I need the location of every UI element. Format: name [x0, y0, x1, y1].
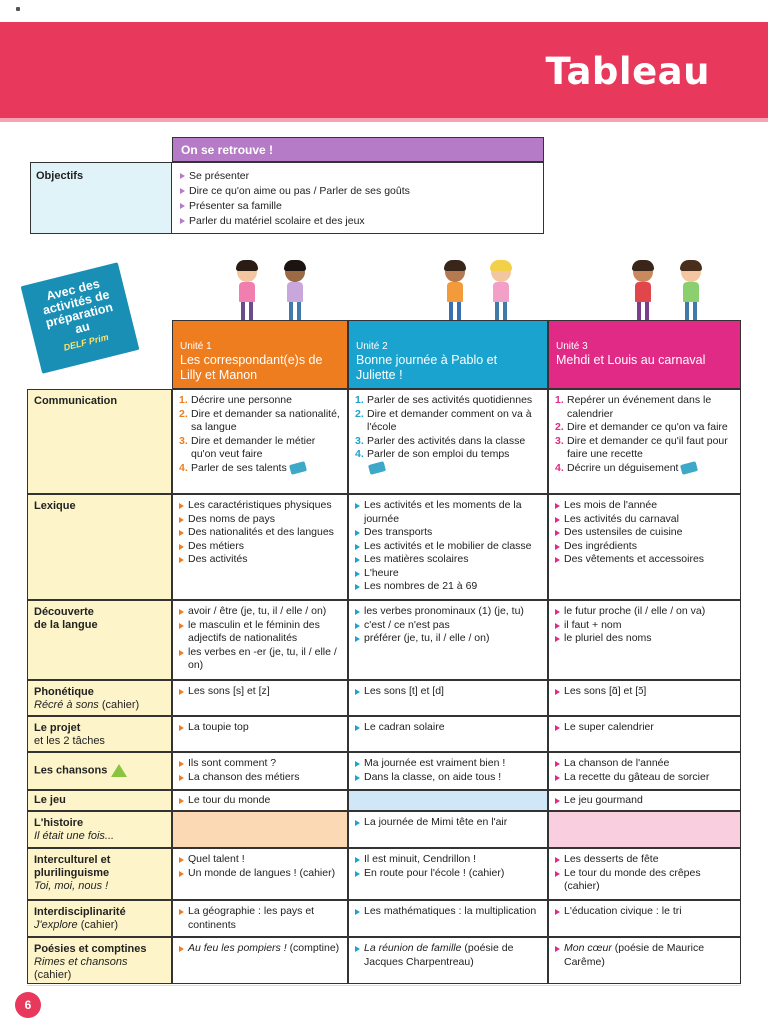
unit2-number: Unité 2 — [356, 341, 388, 352]
unit2-header — [348, 320, 548, 389]
row-chansons — [27, 752, 741, 790]
objectives-label: Objectifs — [30, 162, 172, 234]
unit1-title: Les correspondant(e)s de Lilly et Manon — [180, 353, 323, 382]
objectives-list — [171, 162, 544, 234]
badge-text: Avec des activités de préparation au — [41, 276, 115, 337]
cell-unit2: Les sons [t] et [d] — [348, 680, 548, 716]
cell-unit1: avoir / être (je, tu, il / elle / on) le masculin et le féminin des adjectifs de nationalités les verbes en -er (je, tu, il / elle / on) — [172, 600, 348, 680]
row-phonetique — [27, 680, 741, 716]
row-label: Découverte de la langue — [27, 600, 172, 680]
cell-unit2: les verbes pronominaux (1) (je, tu) c'est / ce n'est pas préférer (je, tu, il / elle / on) — [348, 600, 548, 680]
bottom-rule — [27, 985, 741, 986]
cell-unit3: 1. Repérer un événement dans le calendrier 2. Dire et demander ce qu'on va faire 3. Dire et demander ce qu'il faut pour faire une recette 4. Décrire un déguisement — [548, 389, 741, 494]
page-title: Tableau — [545, 50, 710, 93]
cell-unit1: 1. Décrire une personne 2. Dire et demander sa nationalité, sa langue 3. Dire et demander le métier qu'on veut faire 4. Parler de ses talents — [172, 389, 348, 494]
cell-unit1: Les sons [s] et [z] — [172, 680, 348, 716]
row-projet — [27, 716, 741, 752]
unit3-title: Mehdi et Louis au carnaval — [556, 353, 706, 367]
cell-unit1-empty — [172, 811, 348, 848]
cell-unit3: Le super calendrier — [548, 716, 741, 752]
unit3-number: Unité 3 — [556, 341, 588, 352]
cell-unit3: L'éducation civique : le tri — [548, 900, 741, 937]
row-poesies — [27, 937, 741, 984]
cell-unit2-empty — [348, 790, 548, 811]
unit2-title: Bonne journée à Pablo et Juliette ! — [356, 353, 498, 382]
row-decouverte — [27, 600, 741, 680]
row-interdisciplinarite — [27, 900, 741, 937]
objective-item: Dire ce qu'on aime ou pas / Parler de ses goûts — [180, 184, 535, 199]
cell-unit1: Ils sont comment ? La chanson des métiers — [172, 752, 348, 790]
delf-activity-icon — [289, 461, 307, 475]
row-jeu — [27, 790, 741, 811]
kids-illustration-unit1 — [232, 262, 322, 320]
row-label: Communication — [27, 389, 172, 494]
cell-unit3-empty — [548, 811, 741, 848]
cell-unit1: Au feu les pompiers ! (comptine) — [172, 937, 348, 984]
unit1-header — [172, 320, 348, 389]
row-communication — [27, 389, 741, 494]
kids-illustration-unit3 — [630, 262, 720, 320]
cell-unit3: Les sons [ɑ̃] et [ɔ̃] — [548, 680, 741, 716]
row-label: Phonétique Récré à sons (cahier) — [27, 680, 172, 716]
cell-unit3: Les mois de l'année Les activités du carnaval Des ustensiles de cuisine Des ingrédients Des vêtements et accessoires — [548, 494, 741, 600]
cell-unit2: Le cadran solaire — [348, 716, 548, 752]
cell-unit2: 1. Parler de ses activités quotidiennes 2. Dire et demander comment on va à l'école 3. Parler des activités dans la classe 4. Parler de son emploi du temps — [348, 389, 548, 494]
cell-unit3: le futur proche (il / elle / on va) il faut + nom le pluriel des noms — [548, 600, 741, 680]
row-label: Le projet et les 2 tâches — [27, 716, 172, 752]
row-label: Les chansons — [27, 752, 172, 790]
corner-mark — [16, 7, 20, 11]
cell-unit2: Il est minuit, Cendrillon ! En route pour l'école ! (cahier) — [348, 848, 548, 900]
cell-unit2: La réunion de famille (poésie de Jacques Charpentreau) — [348, 937, 548, 984]
cell-unit2: La journée de Mimi tête en l'air — [348, 811, 548, 848]
cell-unit1: Les caractéristiques physiques Des noms de pays Des nationalités et des langues Des métiers Des activités — [172, 494, 348, 600]
row-histoire — [27, 811, 741, 848]
unit1-number: Unité 1 — [180, 341, 212, 352]
delf-activity-icon — [368, 461, 386, 475]
music-icon — [111, 764, 127, 777]
page-number: 6 — [15, 992, 41, 1018]
cell-unit3: Mon cœur (poésie de Maurice Carême) — [548, 937, 741, 984]
cell-unit1: La géographie : les pays et continents — [172, 900, 348, 937]
row-label: L'histoire Il était une fois... — [27, 811, 172, 848]
cell-unit2: Les activités et les moments de la journée Des transports Les activités et le mobilier de classe Les matières scolaires L'heure Les nombres de 21 à 69 — [348, 494, 548, 600]
cell-unit2: Ma journée est vraiment bien ! Dans la classe, on aide tous ! — [348, 752, 548, 790]
row-lexique — [27, 494, 741, 600]
row-label: Interdisciplinarité J'explore (cahier) — [27, 900, 172, 937]
row-interculturel — [27, 848, 741, 900]
cell-unit1: Quel talent ! Un monde de langues ! (cahier) — [172, 848, 348, 900]
objective-item: Se présenter — [180, 169, 535, 184]
badge-delf: DELF Prim — [62, 331, 110, 353]
cell-unit3: La chanson de l'année La recette du gâteau de sorcier — [548, 752, 741, 790]
banner-stripe — [0, 118, 768, 122]
cell-unit3: Les desserts de fête Le tour du monde des crêpes (cahier) — [548, 848, 741, 900]
objective-item: Parler du matériel scolaire et des jeux — [180, 214, 535, 229]
objective-item: Présenter sa famille — [180, 199, 535, 214]
cell-unit2: Les mathématiques : la multiplication — [348, 900, 548, 937]
kids-illustration-unit2 — [440, 262, 530, 320]
row-label: Lexique — [27, 494, 172, 600]
objectives-header: On se retrouve ! — [172, 137, 544, 162]
row-label: Interculturel et plurilinguisme Toi, moi, nous ! — [27, 848, 172, 900]
cell-unit1: Le tour du monde — [172, 790, 348, 811]
delf-activity-icon — [680, 461, 698, 475]
unit3-header — [548, 320, 741, 389]
cell-unit3: Le jeu gourmand — [548, 790, 741, 811]
cell-unit1: La toupie top — [172, 716, 348, 752]
row-label: Poésies et comptines Rimes et chansons (cahier) — [27, 937, 172, 984]
row-label: Le jeu — [27, 790, 172, 811]
delf-prim-badge — [21, 262, 140, 374]
